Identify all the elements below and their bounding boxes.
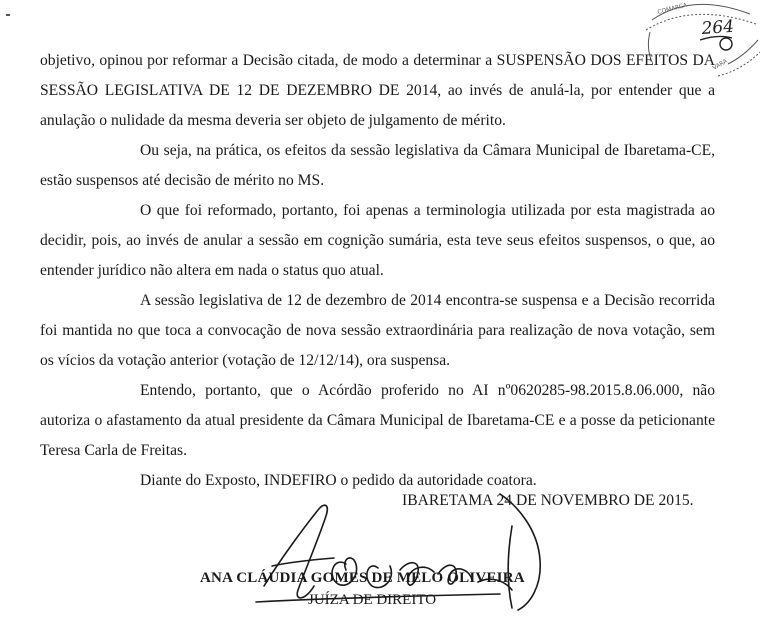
paragraph-3: O que foi reformado, portanto, foi apenas a terminologia utilizada por esta magistrada ao decidir, pois, ao invés de anular a sessão em cognição sumária, esta teve seus efeitos suspensos, o que, ao entender jurídico não altera em nada o status quo atual. — [40, 202, 715, 279]
handwritten-signature — [250, 490, 580, 630]
decision-body — [40, 46, 715, 496]
date-line: IBARETAMA 24 DE NOVEMBRO DE 2015. — [402, 492, 694, 509]
signer-role: JUÍZA DE DIREITO — [308, 592, 437, 608]
paragraph-4: A sessão legislativa de 12 de dezembro de 2014 encontra-se suspensa e a Decisão recorrida foi mantida no que toca a convocação de nova sessão extraordinária para realização de nova votação, sem os vícios da votação anterior (votação de 12/12/14), ora suspensa. — [40, 292, 715, 369]
svg-text:VARA: VARA — [711, 57, 729, 72]
paragraph-1: objetivo, opinou por reformar a Decisão citada, de modo a determinar a SUSPENSÃO DOS EFEITOS DA SESSÃO LEGISLATIVA DE 12 DE DEZEMBRO DE 2014, ao invés de anulá-la, por entender que a anulação o nulidade da mesma deveria ser objeto de julgamento de mérito. — [40, 52, 715, 129]
stamp-page-number: 264 — [700, 16, 735, 39]
paragraph-6: Diante do Exposto, INDEFIRO o pedido da autoridade coatora. — [140, 472, 537, 489]
paragraph-5: Entendo, portanto, que o Acórdão proferido no AI nº0620285-98.2015.8.06.000, não autoriza o afastamento da atual presidente da Câmara Municipal de Ibaretama-CE e a posse da peticionante Teresa Carla de Freitas. — [40, 382, 715, 459]
margin-mark — [6, 14, 10, 16]
signer-name: ANA CLÁUDIA GOMES DE MELO OLIVEIRA — [200, 570, 525, 586]
svg-text:COMARCA: COMARCA — [656, 1, 688, 16]
paragraph-2: Ou seja, na prática, os efeitos da sessão legislativa da Câmara Municipal de Ibaretama-CE, estão suspensos até decisão de mérito no MS. — [40, 142, 715, 189]
